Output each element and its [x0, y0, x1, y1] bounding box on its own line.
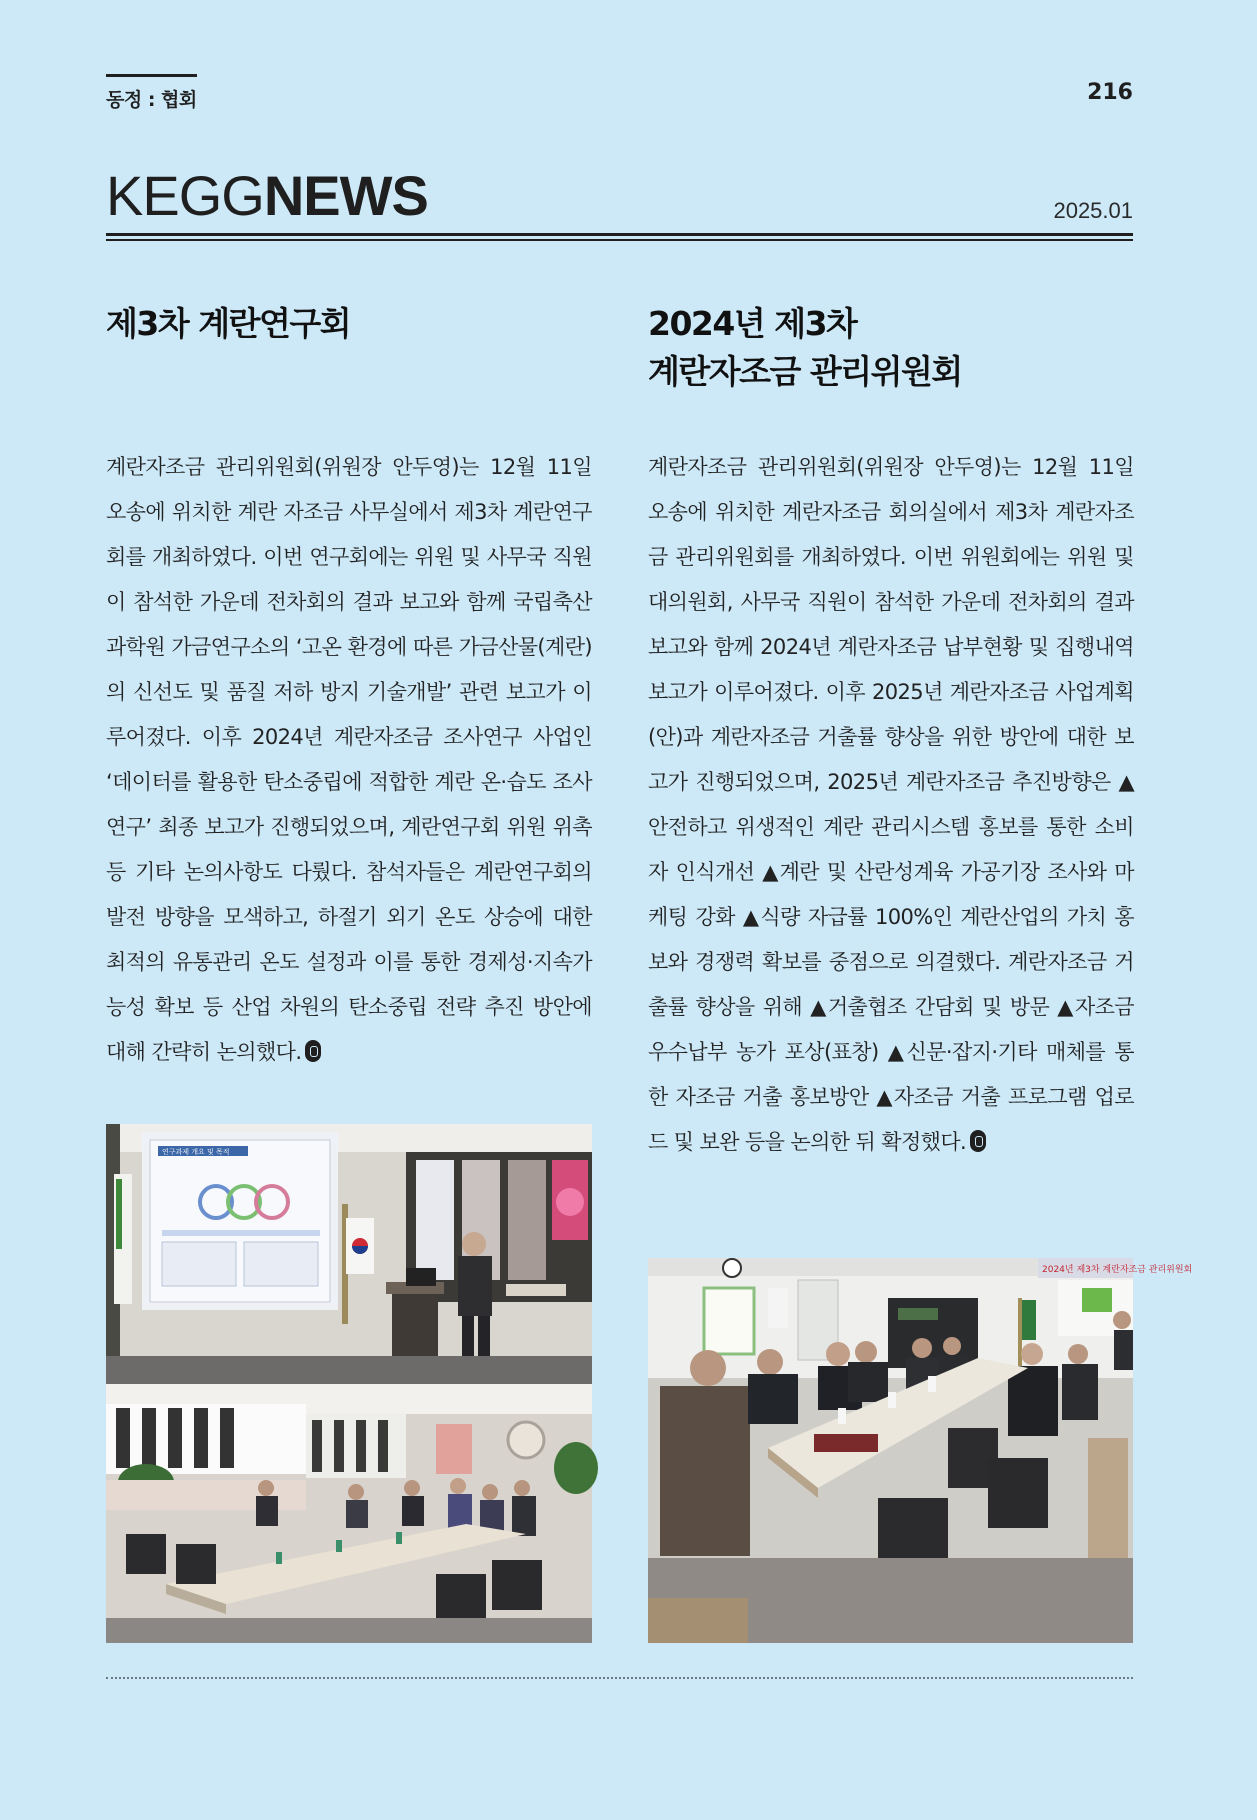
end-mark-icon [970, 1130, 986, 1152]
article-title [106, 300, 592, 348]
article-title-line: 2024년 제3차 [648, 304, 857, 343]
article-body [106, 445, 592, 1075]
section-tag: 동정 : 협회 [106, 74, 197, 112]
photo-research-meeting [106, 1384, 592, 1643]
photo-presenter [106, 1124, 592, 1384]
photo-board-meeting [648, 1258, 1193, 1643]
header-rule-top [106, 233, 1133, 236]
issue-date: 2025.01 [1053, 198, 1133, 223]
article-title-line: 제3차 계란연구회 [106, 304, 351, 343]
article-body-text: 계란자조금 관리위원회(위원장 안두영)는 12월 11일 오송에 위치한 계란 자조금 사무실에서 제3차 계란연구회를 개최하였다. 이번 연구회에는 위원 및 사무국 직원이 참석한 가운데 전차회의 결과 보고와 함께 국립축산과학원 가금연구소의 ‘고온 환경에 따른 가금산물(계란)의 신선도 및 품질 저하 방지 기술개발’ 관련 보고가 이루어졌다. 이후 2024년 계란자조금 조사연구 사업인 ‘데이터를 활용한 탄소중립에 적합한 계란 온·습도 조사연구’ 최종 보고가 진행되었으며, 계란연구회 위원 위촉 등 기타 논의사항도 다뤘다. 참석자들은 계란연구회의 발전 방향을 모색하고, 하절기 외기 온도 상승에 대한 최적의 유통관리 온도 설정과 이를 통한 경제성·지속가능성 확보 등 산업 차원의 탄소중립 전략 추진 방안에 대해 간략히 논의했다. [106, 455, 592, 1064]
article-title [648, 300, 1134, 396]
masthead-light: KEGG [106, 164, 264, 227]
masthead-bold: NEWS [263, 164, 428, 227]
end-mark-icon [305, 1040, 321, 1062]
article-egg-board-meeting [648, 300, 1134, 1154]
article-title-line: 계란자조금 관리위원회 [648, 352, 962, 391]
page-number: 216 [1087, 80, 1133, 105]
footer-dotted-rule [106, 1677, 1133, 1679]
masthead [106, 164, 428, 227]
header-rule-bottom [106, 239, 1133, 241]
slide-title: 연구과제 개요 및 목적 [162, 1148, 230, 1156]
article-egg-research-meeting [106, 300, 592, 1064]
article-body [648, 445, 1134, 1165]
article-body-text: 계란자조금 관리위원회(위원장 안두영)는 12월 11일 오송에 위치한 계란자조금 회의실에서 제3차 계란자조금 관리위원회를 개최하였다. 이번 위원회에는 위원 및 대의원회, 사무국 직원이 참석한 가운데 전차회의 결과 보고와 함께 2024년 계란자조금 납부현황 및 집행내역 보고가 이루어졌다. 이후 2025년 계란자조금 사업계획(안)과 계란자조금 거출률 향상을 위한 방안에 대한 보고가 진행되었으며, 2025년 계란자조금 추진방향은 ▲안전하고 위생적인 계란 관리시스템 홍보를 통한 소비자 인식개선 ▲계란 및 산란성계육 가공기장 조사와 마케팅 강화 ▲식량 자급률 100%인 계란산업의 가치 홍보와 경쟁력 확보를 중점으로 의결했다. 계란자조금 거출률 향상을 위해 ▲거출협조 간담회 및 방문 ▲자조금 우수납부 농가 포상(표창) ▲신문·잡지·기타 매체를 통한 자조금 거출 홍보방안 ▲자조금 거출 프로그램 업로드 및 보완 등을 논의한 뒤 확정했다. [648, 455, 1134, 1154]
banner-text: 2024년 제3차 계란자조금 관리위원회 [1042, 1265, 1193, 1275]
